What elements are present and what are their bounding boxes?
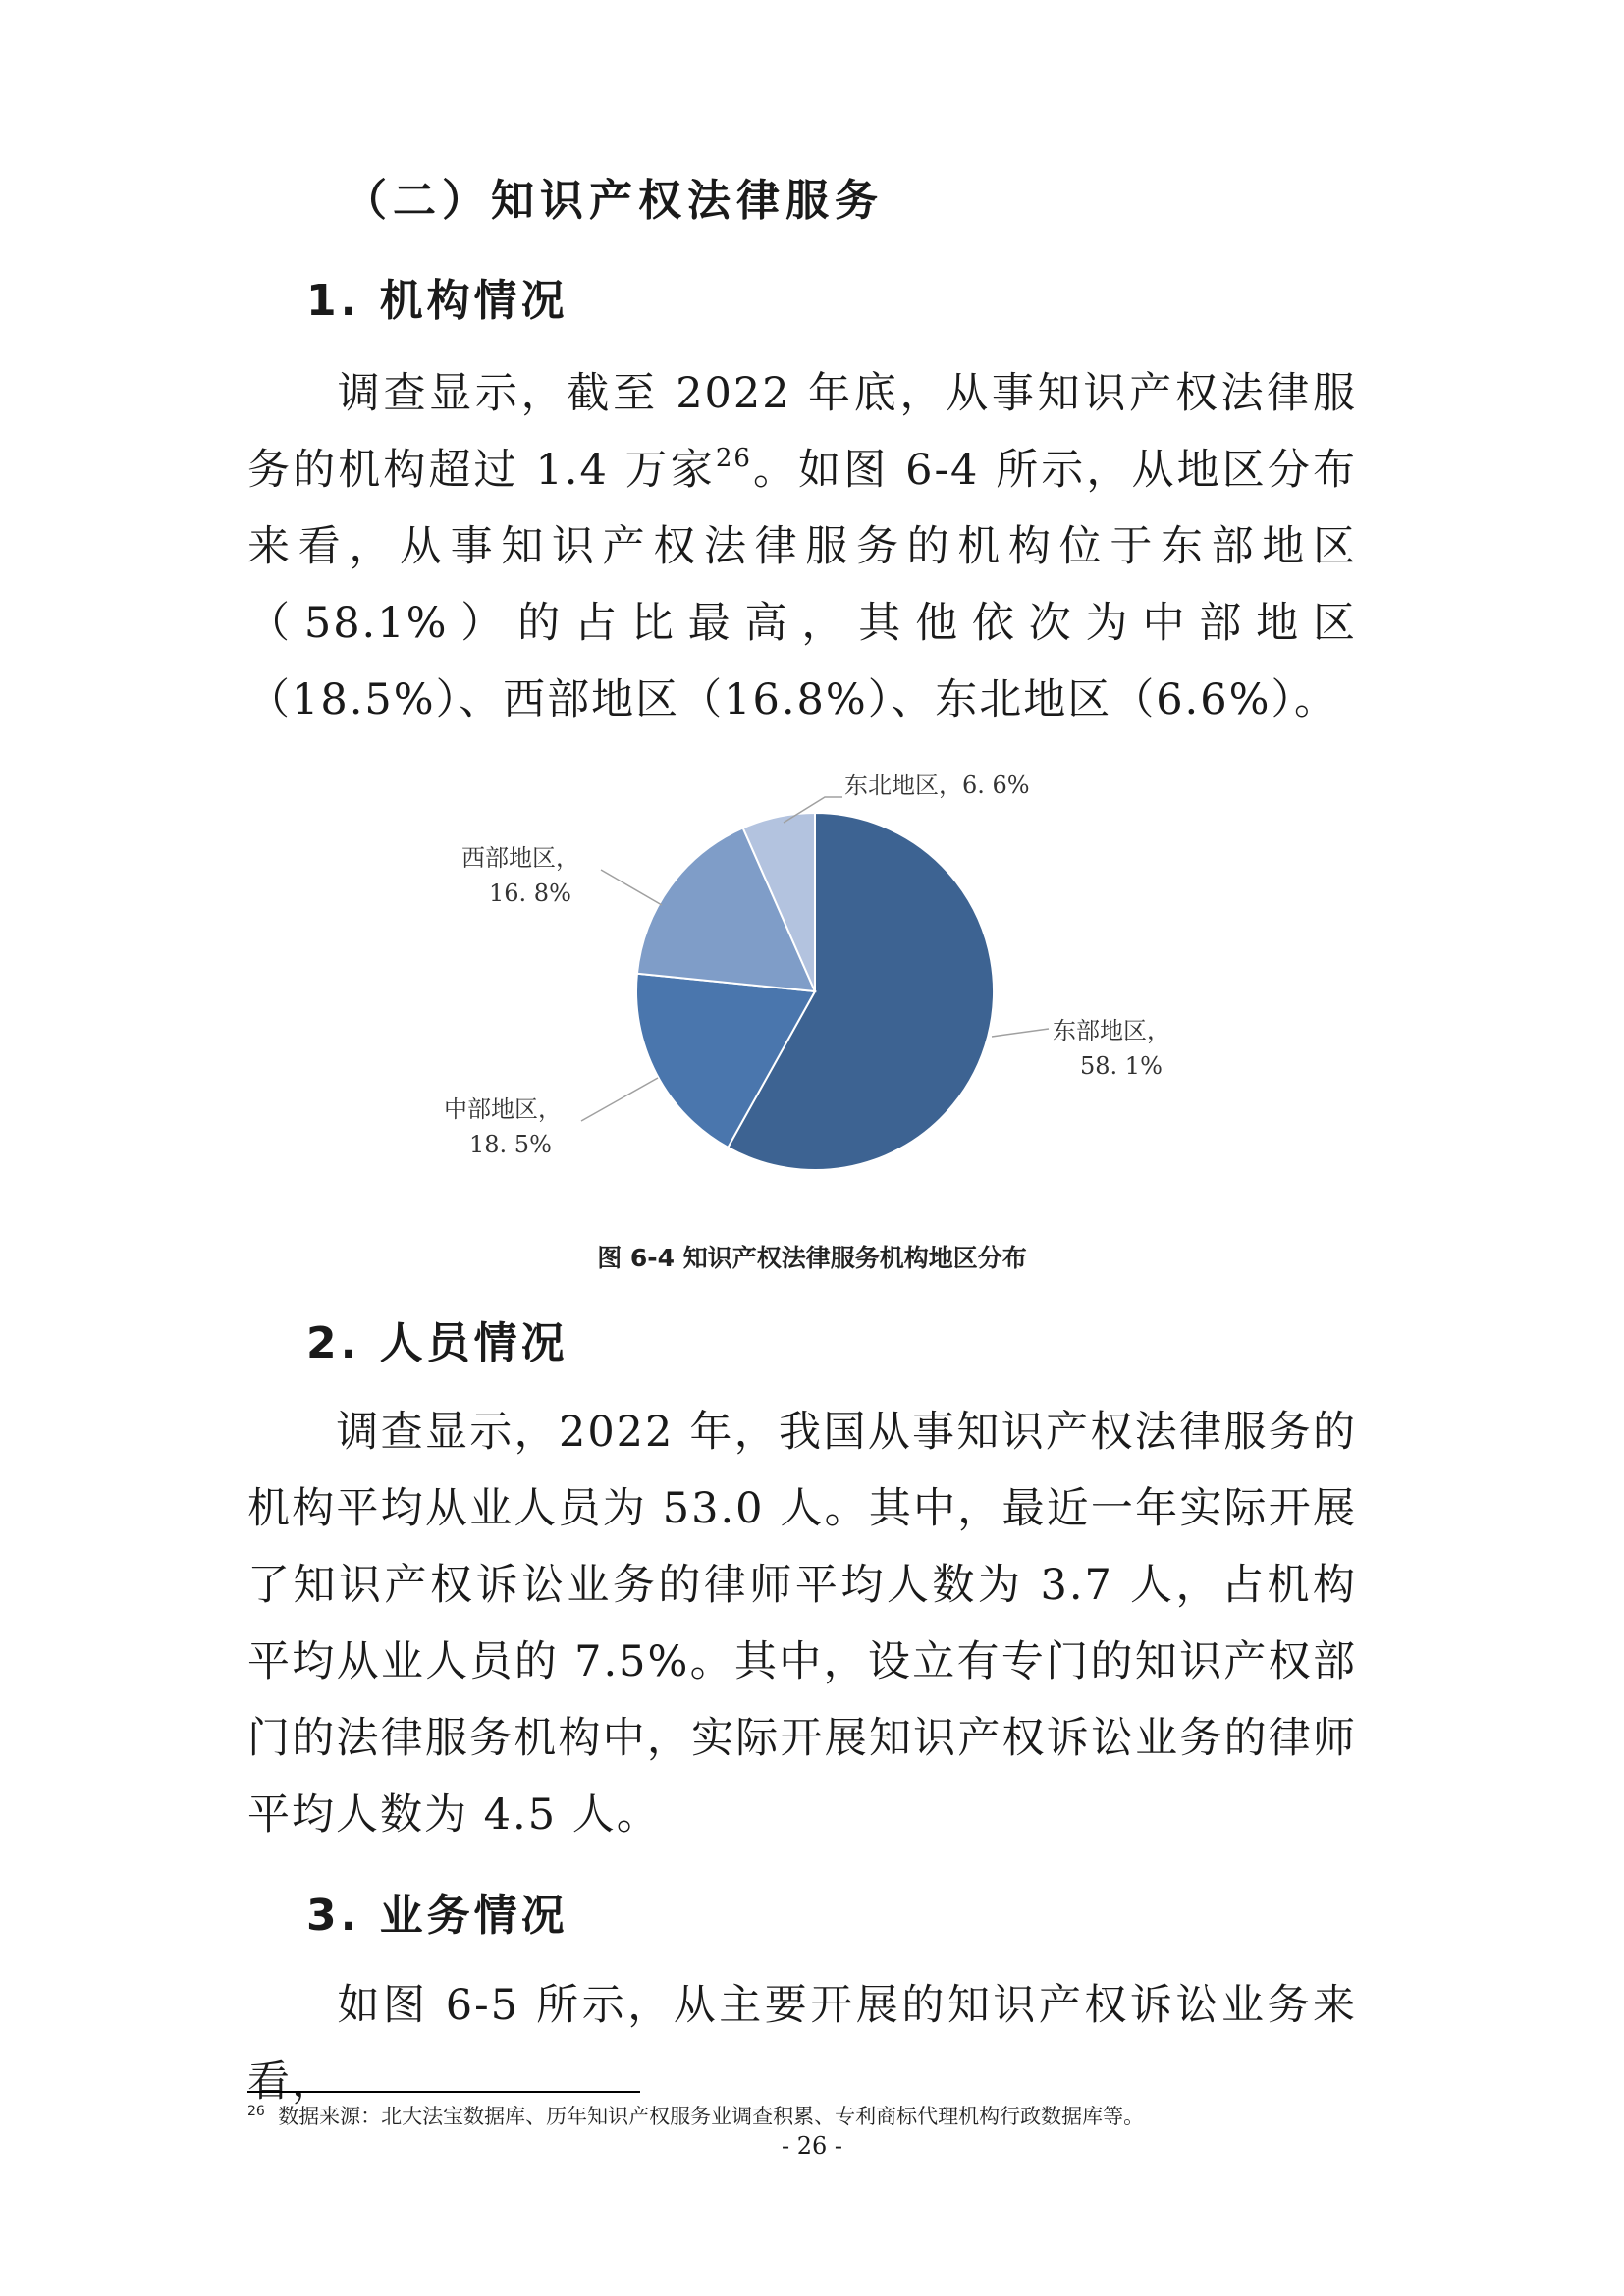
- footnote-text: 数据来源：北大法宝数据库、历年知识产权服务业调查积累、专利商标代理机构行政数据库等。: [278, 2105, 1145, 2128]
- paragraph-text: 调查显示，2022 年，我国从事知识产权法律服务的机构平均从业人员为 53.0 人。其中，最近一年实际开展了知识产权诉讼业务的律师平均人数为 3.7 人，占机构平均从业人员的 7.5%。其中，设立有专门的知识产权部门的法律服务机构中，实际开展知识产权诉讼业务的律师平均人数为 4.5 人。: [247, 1408, 1357, 1840]
- paragraph-personnel: [247, 1394, 1357, 1853]
- label-east: 东部地区，: [1053, 1017, 1170, 1044]
- leader-line-east: [992, 1029, 1049, 1037]
- leader-line-west: [601, 870, 662, 905]
- leader-line-central: [581, 1078, 658, 1121]
- section-title: （二）知识产权法律服务: [344, 176, 884, 226]
- footnote-ref: 26: [715, 444, 752, 473]
- paragraph-text: 调查显示，截至 2022 年底，从事知识产权法律服务的机构超过 1.4 万家: [247, 369, 1357, 495]
- footnote-number: 26: [247, 2104, 265, 2119]
- label-central: 中部地区，: [444, 1095, 562, 1123]
- value-east: 58. 1%: [1080, 1052, 1163, 1080]
- paragraph-business: [247, 1967, 1357, 2120]
- heading-institutions: 1. 机构情况: [306, 276, 568, 326]
- heading-personnel: 2. 人员情况: [306, 1318, 568, 1368]
- paragraph-text: 。如图 6-4 所示，从地区分布来看，从事知识产权法律服务的机构位于东部地区（58.1%）的占比最高，其他依次为中部地区（18.5%）、西部地区（16.8%）、东北地区（6.6%）。: [247, 446, 1357, 724]
- label-northeast: 东北地区，6. 6%: [844, 772, 1030, 799]
- value-central: 18. 5%: [469, 1131, 552, 1158]
- label-west: 西部地区，: [461, 844, 579, 872]
- value-west: 16. 8%: [489, 880, 571, 907]
- footnote: [247, 2101, 1144, 2130]
- figure-caption: 图 6-4 知识产权法律服务机构地区分布: [597, 1244, 1027, 1272]
- page-number: - 26 -: [781, 2132, 842, 2160]
- heading-business: 3. 业务情况: [306, 1891, 568, 1941]
- footnote-divider: [247, 2091, 640, 2093]
- paragraph-text: 如图 6-5 所示，从主要开展的知识产权诉讼业务来看，: [247, 1981, 1357, 2107]
